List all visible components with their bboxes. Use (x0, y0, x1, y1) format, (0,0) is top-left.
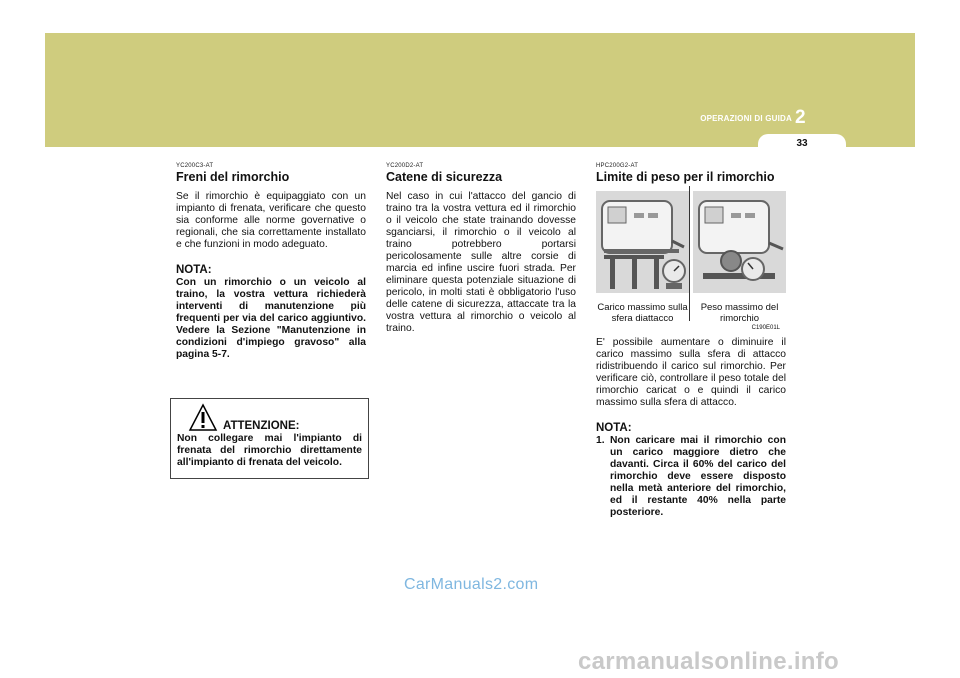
figure-caption-left: Carico massimo sulla sfera diattacco (597, 301, 688, 324)
warning-title: ATTENZIONE: (223, 420, 300, 432)
tongue-load-illustration (596, 191, 689, 293)
warning-triangle-icon (188, 403, 218, 433)
warning-text: Non collegare mai l'impianto di frenata del rimorchio direttamente all'impianto di frenata del veicolo. (177, 433, 362, 468)
list-item (596, 435, 786, 519)
section-heading: Limite di peso per il rimorchio (596, 170, 775, 184)
figure-code: C190E01L (751, 324, 780, 331)
trailer-weight-illustration (693, 191, 786, 293)
section-body: Se il rimorchio è equipaggiato con un impianto di frenata, verificare che questo sia conforme alle norme governative o regionali, che sia correttamente installato e che funzioni in modo adeguato. (176, 190, 366, 250)
note-list (596, 435, 786, 519)
section-body: E' possibile aumentare o diminuire il carico massimo sulla sfera di attacco ridistribuendo il carico sul rimorchio. Per verificare ciò, controllare il peso totale del rimorchio caricat o e quindi il carico massimo sulla sfera di attacco. (596, 336, 786, 408)
section-heading: Freni del rimorchio (176, 170, 290, 184)
section-code: HPC200G2-AT (596, 163, 639, 169)
section-heading: Catene di sicurezza (386, 170, 503, 184)
figure-divider (689, 186, 690, 321)
watermark-link[interactable]: CarManuals2.com (404, 576, 539, 593)
column-safety-chains (386, 163, 576, 335)
watermark-text: carmanualsonline.info (578, 648, 840, 675)
note-text: Con un rimorchio o un veicolo al traino, la vostra vettura richiederà interventi di manutenzione più frequenti per via del carico aggiuntivo. Vedere la Sezione "Manutenzione in condizioni d'impiego gravoso" alla pagina 5-7. (176, 276, 366, 360)
section-code: YC200C3-AT (176, 163, 214, 169)
column-trailer-brakes (176, 163, 366, 361)
section-code: YC200D2-AT (386, 163, 424, 169)
page-number: 33 (796, 138, 808, 149)
warning-box (170, 398, 369, 479)
trailer-weight-figure (596, 191, 786, 337)
trailer-scale-image (693, 191, 786, 293)
list-item-number: 1. (596, 434, 605, 446)
chapter-number: 2 (795, 107, 806, 128)
figure-caption-right: Peso massimo del rimorchio (700, 301, 779, 324)
note-title: NOTA: (176, 263, 212, 276)
column-trailer-weight-limit (596, 163, 786, 519)
note-title: NOTA: (596, 421, 632, 434)
trailer-scale-image (596, 191, 689, 293)
list-item-text: Non caricare mai il rimorchio con un carico maggiore dietro che davanti. Circa il 60% del carico del rimorchio deve essere disposto nella metà anteriore del rimorchio, ed il restante 40% nella parte posteriore. (610, 434, 786, 518)
section-title: OPERAZIONI DI GUIDA (700, 114, 792, 123)
header-band (45, 33, 915, 147)
section-body: Nel caso in cui l'attacco del gancio di traino tra la vostra vettura ed il rimorchio o il veicolo che state trainando dovesse sganciarsi, il rimorchio o il veicolo al traino potrebbero portarsi pericolosamente sulle altre corsie di marcia ed infine uscire fuori strada. Per eliminare questa potenziale situazione di pericolo, in molti stati è obbligatorio l'uso delle catene di sicurezza, attaccate tra la vostra vettura al rimorchio o veicolo al traino. (386, 190, 576, 334)
